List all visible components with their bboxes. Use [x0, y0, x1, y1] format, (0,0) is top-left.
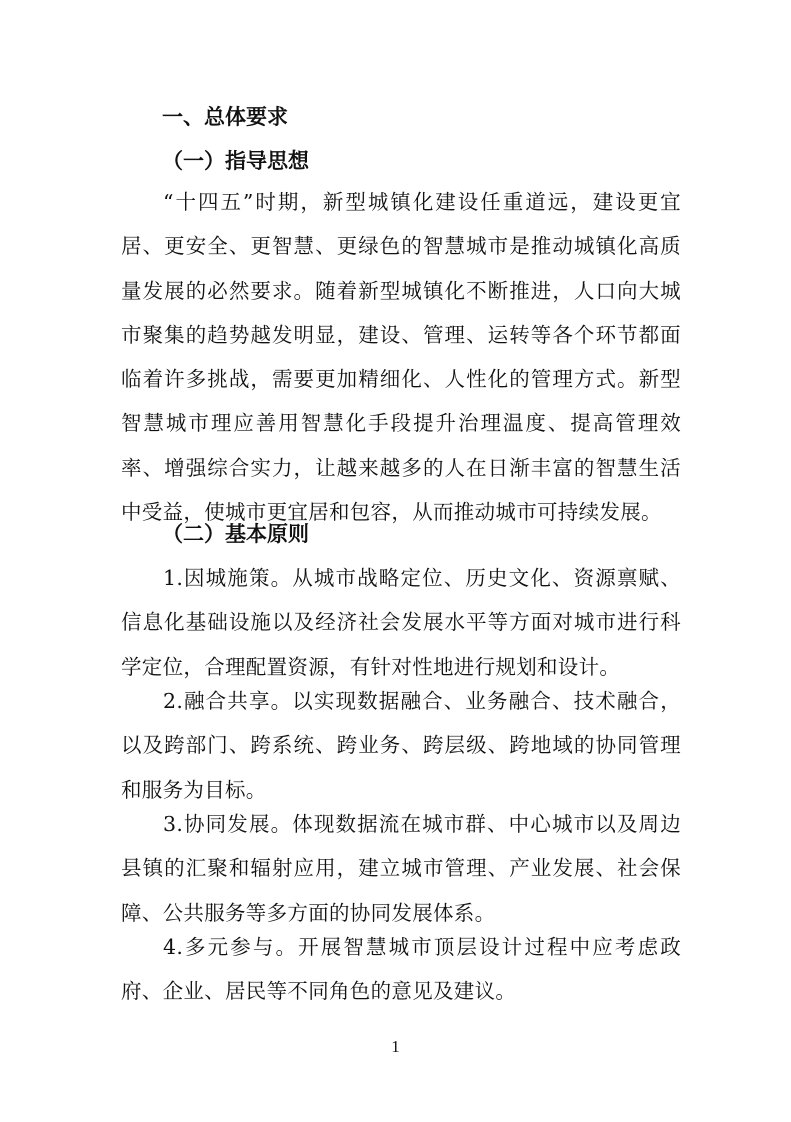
paragraph-principle-3: 3.协同发展。体现数据流在城市群、中心城市以及周边县镇的汇聚和辐射应用，建立城市管理、产业发展、社会保障、公共服务等多方面的协同发展体系。 — [121, 812, 681, 925]
paragraph-principle-1: 1.因城施策。从城市战略定位、历史文化、资源禀赋、信息化基础设施以及经济社会发展水平等方面对城市进行科学定位，合理配置资源，有针对性地进行规划和设计。 — [121, 566, 681, 679]
subsection-title-guiding-ideology: （一）指导思想 — [162, 148, 309, 173]
paragraph-principle-2: 2.融合共享。以实现数据融合、业务融合、技术融合，以及跨部门、跨系统、跨业务、跨层级、跨地域的协同管理和服务为目标。 — [121, 689, 681, 802]
section-title: 一、总体要求 — [162, 105, 288, 129]
paragraph-guiding-ideology: “十四五”时期，新型城镇化建设任重道远，建设更宜居、更安全、更智慧、更绿色的智慧城市是推动城镇化高质量发展的必然要求。随着新型城镇化不断推进，人口向大城市聚集的趋势越发明显，建设、管理、运转等各个环节都面临着许多挑战，需要更加精细化、人性化的管理方式。新型智慧城市理应善用智慧化手段提升治理温度、提高管理效率、增强综合实力，让越来越多的人在日渐丰富的智慧生活中受益，使城市更宜居和包容，从而推动城市可持续发展。 — [121, 190, 681, 525]
paragraph-principle-4: 4.多元参与。开展智慧城市顶层设计过程中应考虑政府、企业、居民等不同角色的意见及建议。 — [121, 935, 681, 1004]
page-number: 1 — [391, 1037, 400, 1056]
subsection-title-basic-principles: （二）基本原则 — [162, 521, 309, 546]
